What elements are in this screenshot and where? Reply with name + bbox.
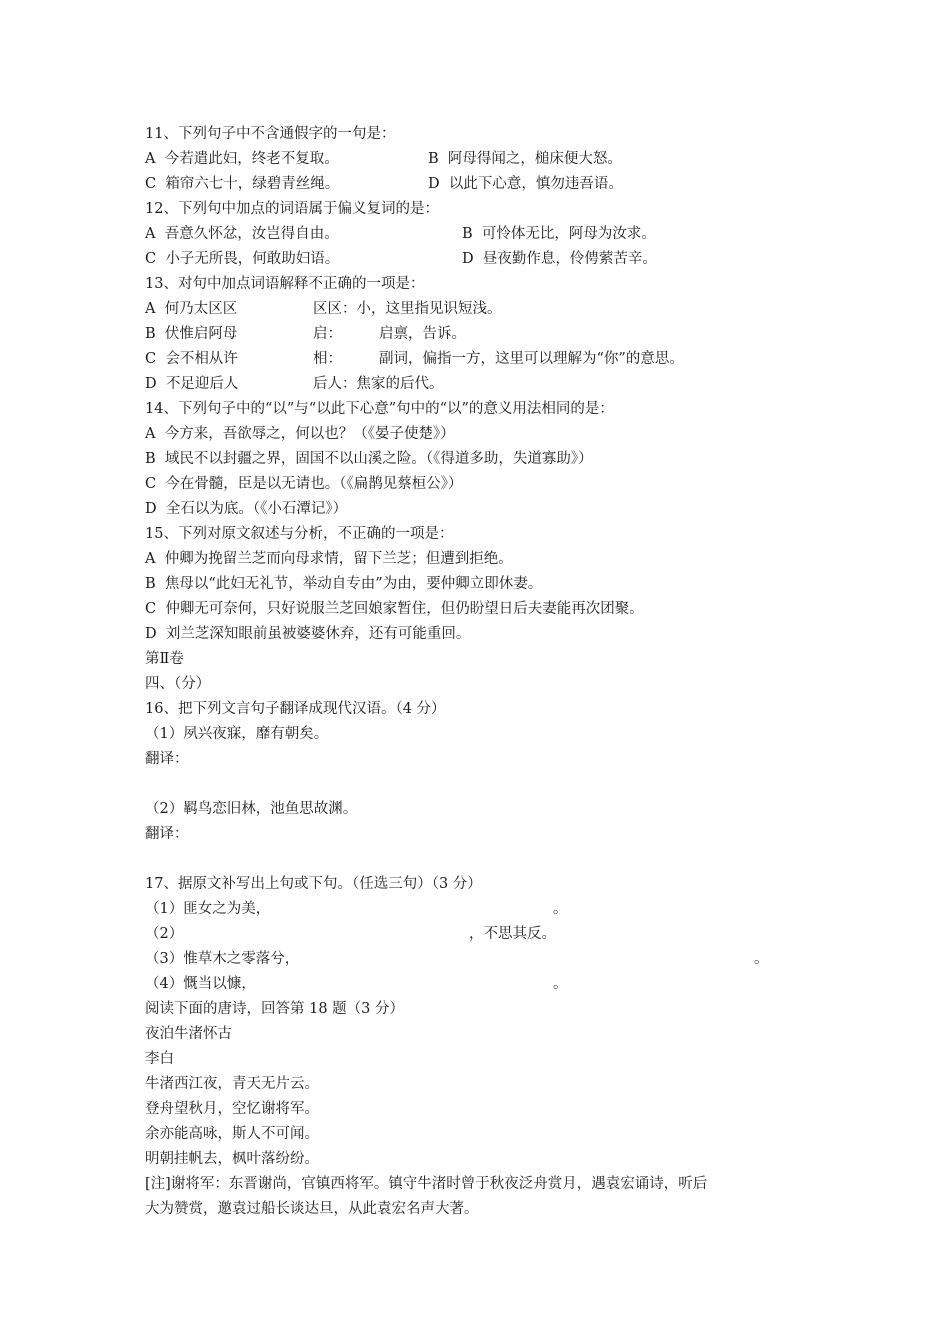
poem-line: 牛渚西江夜，青天无片云。	[145, 1076, 319, 1092]
q12-option-d: D 昼夜勤作息，伶俜萦苦辛。	[462, 251, 657, 267]
q17-item-1: （1）匪女之为美，	[145, 901, 271, 917]
q17-item-4-end: 。	[553, 976, 568, 992]
q11-stem: 11、下列句子中不含通假字的一句是：	[145, 126, 396, 142]
q17-item-3-end: 。	[754, 951, 769, 967]
q16-translation-label-1: 翻译：	[145, 751, 189, 767]
q11-option-d: D 以此下心意，慎勿违吾语。	[428, 176, 623, 192]
q13-option-b-word: 启：	[313, 326, 342, 342]
q12-stem: 12、下列句中加点的词语属于偏义复词的是：	[145, 201, 439, 217]
q11-option-a: A 今若遣此妇，终老不复取。	[145, 151, 339, 167]
q17-item-3: （3）惟草木之零落兮，	[145, 951, 300, 967]
poem-note-line-2: 大为赞赏，邀袁过船长谈达旦，从此袁宏名声大著。	[145, 1201, 479, 1217]
q17-item-4: （4）慨当以慷，	[145, 976, 256, 992]
q15-option-c: C 仲卿无可奈何，只好说服兰芝回娘家暂住，但仍盼望日后夫妻能再次团聚。	[145, 601, 644, 617]
q17-item-1-end: 。	[553, 901, 568, 917]
q11-option-b: B 阿母得闻之，槌床便大怒。	[428, 151, 622, 167]
q15-option-a: A 仲卿为挽留兰芝而向母求情，留下兰芝；但遭到拒绝。	[145, 551, 513, 567]
poem-author: 李白	[145, 1051, 174, 1067]
q16-sentence-2: （2）羁鸟恋旧林，池鱼思故渊。	[145, 801, 358, 817]
q12-option-a: A 吾意久怀忿，汝岂得自由。	[145, 226, 339, 242]
q12-option-c: C 小子无所畏，何敢助妇语。	[145, 251, 340, 267]
q15-option-d: D 刘兰芝深知眼前虽被婆婆休弃，还有可能重回。	[145, 626, 471, 642]
q13-option-c-definition: 副词，偏指一方，这里可以理解为“你”的意思。	[379, 351, 684, 367]
q11-option-c: C 箱帘六七十，绿碧青丝绳。	[145, 176, 340, 192]
q17-stem: 17、据原文补写出上句或下句。（任选三句）（3 分）	[145, 876, 482, 892]
q15-stem: 15、下列对原文叙述与分析，不正确的一项是：	[145, 526, 454, 542]
q13-option-d-phrase: D 不足迎后人	[145, 376, 239, 392]
part-heading: 四、（分）	[145, 676, 211, 692]
poem-line: 余亦能高咏，斯人不可闻。	[145, 1126, 319, 1142]
section-heading: 第Ⅱ卷	[145, 651, 184, 667]
q14-option-a: A 今方来，吾欲辱之，何以也？（《晏子使楚》）	[145, 426, 455, 442]
q14-option-c: C 今在骨髓，臣是以无请也。（《扁鹊见蔡桓公》）	[145, 476, 463, 492]
q14-option-b: B 域民不以封疆之界，固国不以山溪之险。（《得道多助，失道寡助》）	[145, 451, 593, 467]
q16-sentence-1: （1）夙兴夜寐，靡有朝矣。	[145, 726, 329, 742]
q16-translation-label-2: 翻译：	[145, 826, 189, 842]
q15-option-b: B 焦母以“此妇无礼节，举动自专由”为由，要仲卿立即休妻。	[145, 576, 543, 592]
poem-title: 夜泊牛渚怀古	[145, 1026, 232, 1042]
q13-option-c-phrase: C 会不相从许	[145, 351, 238, 367]
q13-option-b-phrase: B 伏惟启阿母	[145, 326, 238, 342]
q13-stem: 13、对句中加点词语解释不正确的一项是：	[145, 276, 425, 292]
q13-option-a-phrase: A 何乃太区区	[145, 301, 238, 317]
q17-item-2-end: ，不思其反。	[469, 926, 556, 942]
poem-line: 登舟望秋月，空忆谢将军。	[145, 1101, 319, 1117]
q13-option-c-word: 相：	[313, 351, 342, 367]
q14-option-d: D 全石以为底。（《小石潭记》）	[145, 501, 348, 517]
q13-option-d-definition: 后人：焦家的后代。	[313, 376, 444, 392]
poem-intro: 阅读下面的唐诗，回答第 18 题（3 分）	[145, 1001, 405, 1017]
q17-item-2: （2）	[145, 926, 184, 942]
poem-line: 明朝挂帆去，枫叶落纷纷。	[145, 1151, 319, 1167]
q12-option-b: B 可怜体无比，阿母为汝求。	[462, 226, 656, 242]
q13-option-a-definition: 区区：小，这里指见识短浅。	[313, 301, 502, 317]
poem-note-line-1: [注]谢将军：东晋谢尚，官镇西将军。镇守牛渚时曾于秋夜泛舟赏月，遇袁宏诵诗，听后	[145, 1176, 708, 1192]
q14-stem: 14、下列句子中的“以”与“以此下心意”句中的“以”的意义用法相同的是：	[145, 401, 614, 417]
q13-option-b-definition: 启禀，告诉。	[379, 326, 466, 342]
q16-stem: 16、把下列文言句子翻译成现代汉语。（4 分）	[145, 701, 446, 717]
